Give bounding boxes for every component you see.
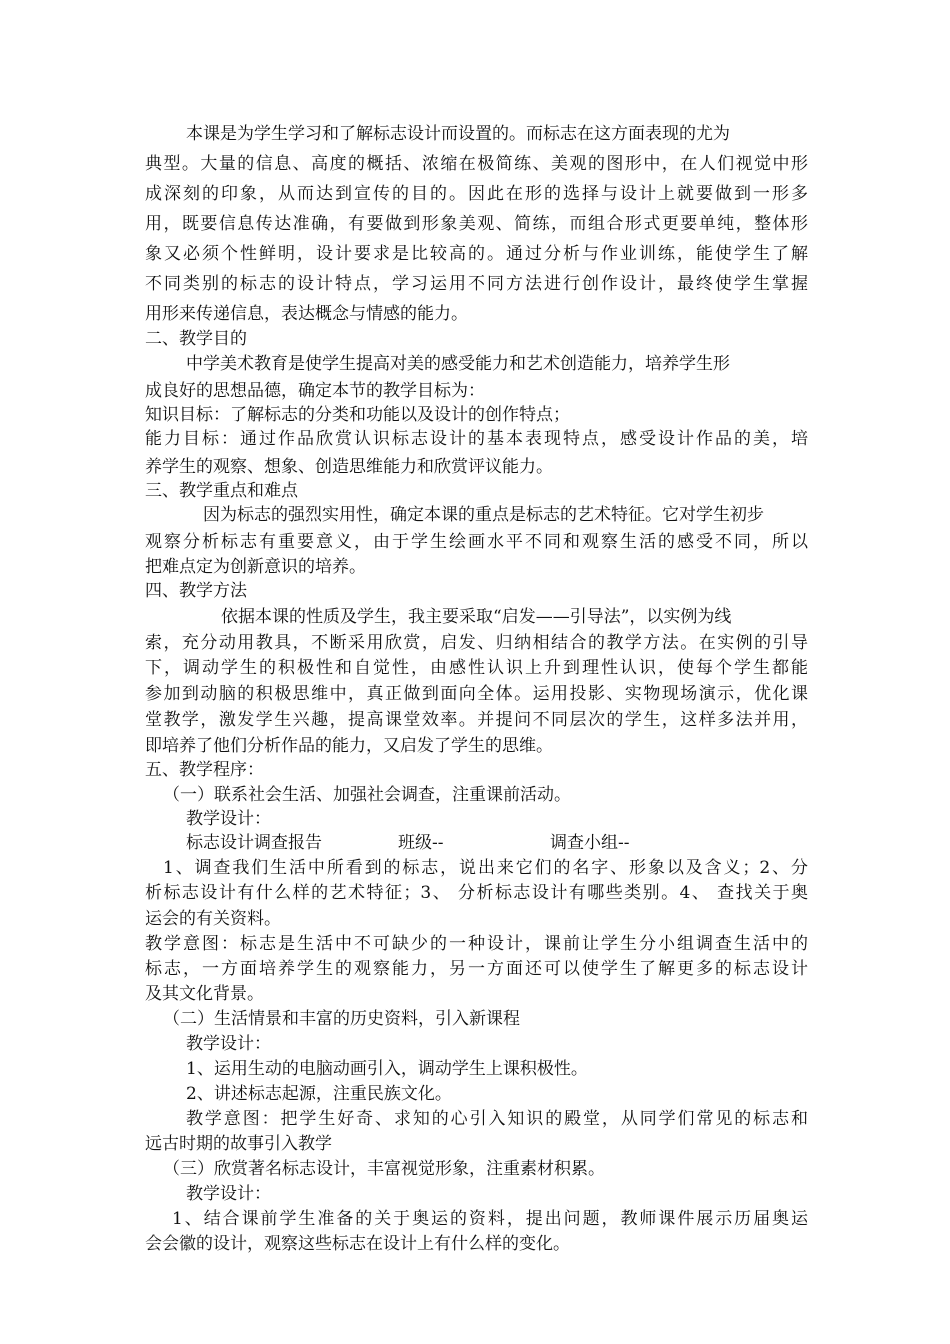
intro-line: 成深刻的印象，从而达到宣传的目的。因此在形的选择与设计上就要做到一形多 bbox=[145, 184, 808, 204]
procedure-step-1-design-label: 教学设计： bbox=[186, 809, 271, 829]
survey-items-line: 运会的有关资料。 bbox=[145, 909, 281, 929]
methods-para-line: 即培养了他们分析作品的能力，又启发了学生的思维。 bbox=[145, 736, 553, 756]
intent-1-line: 及其文化背景。 bbox=[145, 984, 264, 1004]
intro-line: 不同类别的标志的设计特点，学习运用不同方法进行创作设计，最终使学生掌握 bbox=[145, 274, 808, 294]
intro-line: 用形来传递信息，表达概念与情感的能力。 bbox=[145, 304, 468, 324]
objectives-para-line: 成良好的思想品德，确定本节的教学目标为： bbox=[145, 381, 485, 401]
section-heading-procedure: 五、教学程序： bbox=[145, 760, 264, 780]
methods-para-line: 下，调动学生的积极性和自觉性，由感性认识上升到理性认识，使每个学生都能 bbox=[145, 658, 808, 678]
intent-1-line: 教学意图：标志是生活中不可缺少的一种设计，课前让学生分小组调查生活中的 bbox=[145, 934, 808, 954]
intro-line: 典型。大量的信息、高度的概括、浓缩在极简练、美观的图形中，在人们视觉中形 bbox=[145, 154, 808, 174]
procedure-step-3-title: （三）欣赏著名标志设计，丰富视觉形象，注重素材积累。 bbox=[163, 1159, 605, 1179]
keypoints-para-line: 把难点定为创新意识的培养。 bbox=[145, 557, 366, 577]
section-heading-methods: 四、教学方法 bbox=[145, 581, 247, 601]
methods-para-line: 堂教学，激发学生兴趣，提高课堂效率。并提问不同层次的学生，这样多法并用， bbox=[145, 710, 808, 730]
ability-goal-line: 养学生的观察、想象、创造思维能力和欣赏评议能力。 bbox=[145, 457, 553, 477]
methods-para-line: 参加到动脑的积极思维中，真正做到面向全体。运用投影、实物现场演示，优化课 bbox=[145, 684, 808, 704]
section-heading-keypoints: 三、教学重点和难点 bbox=[145, 481, 298, 501]
methods-para-line: 索，充分动用教具，不断采用欣赏，启发、归纳相结合的教学方法。在实例的引导 bbox=[145, 633, 808, 653]
procedure-step-3-design-label: 教学设计： bbox=[186, 1184, 271, 1204]
intent-2-line: 教学意图：把学生好奇、求知的心引入知识的殿堂，从同学们常见的标志和 bbox=[186, 1109, 808, 1129]
step-2-item-1: 1、运用生动的电脑动画引入，调动学生上课积极性。 bbox=[186, 1059, 588, 1079]
knowledge-goal: 知识目标：了解标志的分类和功能以及设计的创作特点； bbox=[145, 405, 570, 425]
keypoints-para-line: 观察分析标志有重要意义，由于学生绘画水平不同和观察生活的感受不同，所以 bbox=[145, 532, 808, 552]
survey-items-line: 1、调查我们生活中所看到的标志，说出来它们的名字、形象以及含义；2、分 bbox=[163, 858, 808, 878]
survey-report-header bbox=[186, 832, 686, 854]
step-3-item-1-line: 1、结合课前学生准备的关于奥运的资料，提出问题，教师课件展示历届奥运 bbox=[172, 1209, 808, 1229]
procedure-step-2-design-label: 教学设计： bbox=[186, 1034, 271, 1054]
methods-para-line: 依据本课的性质及学生，我主要采取“启发——引导法”，以实例为线 bbox=[221, 607, 732, 627]
objectives-para-line: 中学美术教育是使学生提高对美的感受能力和艺术创造能力，培养学生形 bbox=[186, 354, 730, 374]
survey-group-field: 调查小组-- bbox=[550, 833, 630, 853]
survey-class-field: 班级-- bbox=[398, 833, 444, 853]
intro-line: 本课是为学生学习和了解标志设计而设置的。而标志在这方面表现的尤为 bbox=[186, 124, 730, 144]
survey-items-line: 析标志设计有什么样的艺术特征；3、 分析标志设计有哪些类别。4、 查找关于奥 bbox=[145, 883, 808, 903]
ability-goal-line: 能力目标：通过作品欣赏认识标志设计的基本表现特点，感受设计作品的美，培 bbox=[145, 429, 808, 449]
survey-report-title: 标志设计调查报告 bbox=[186, 833, 322, 853]
procedure-step-2-title: （二）生活情景和丰富的历史资料，引入新课程 bbox=[163, 1009, 520, 1029]
step-3-item-1-line: 会会徽的设计，观察这些标志在设计上有什么样的变化。 bbox=[145, 1234, 570, 1254]
section-heading-objectives: 二、教学目的 bbox=[145, 329, 247, 349]
step-2-item-2: 2、讲述标志起源，注重民族文化。 bbox=[186, 1084, 452, 1104]
intent-1-line: 标志，一方面培养学生的观察能力，另一方面还可以使学生了解更多的标志设计 bbox=[145, 959, 808, 979]
keypoints-para-line: 因为标志的强烈实用性，确定本课的重点是标志的艺术特征。它对学生初步 bbox=[203, 505, 764, 525]
intro-line: 象又必须个性鲜明，设计要求是比较高的。通过分析与作业训练，能使学生了解 bbox=[145, 244, 808, 264]
intro-line: 用，既要信息传达准确，有要做到形象美观、简练，而组合形式更要单纯，整体形 bbox=[145, 214, 808, 234]
procedure-step-1-title: （一）联系社会生活、加强社会调查，注重课前活动。 bbox=[163, 785, 571, 805]
intent-2-line: 远古时期的故事引入教学 bbox=[145, 1134, 332, 1154]
